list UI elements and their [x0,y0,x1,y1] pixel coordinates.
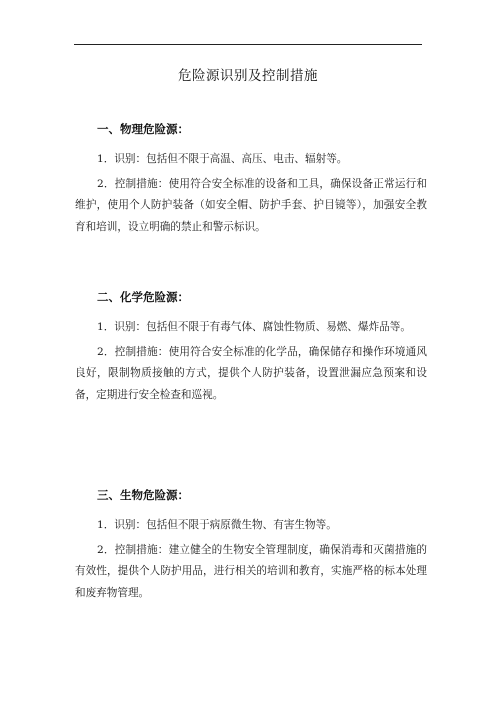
section-heading: 二、化学危险源： [97,290,189,304]
control-measures-paragraph: 2．控制措施：使用符合安全标准的化学品，确保储存和操作环境通风良好，限制物质接触的方式，提供个人防护装备，设置泄漏应急预案和设备，定期进行安全检查和巡视。 [75,345,427,401]
header-rule [74,44,422,45]
control-measures-paragraph: 2．控制措施：建立健全的生物安全管理制度，确保消毒和灭菌措施的有效性，提供个人防护用品，进行相关的培训和教育，实施严格的标本处理和废弃物管理。 [75,543,427,599]
identification-paragraph: 1．识别：包括但不限于高温、高压、电击、辐射等。 [97,153,348,165]
control-measures-paragraph: 2．控制措施：使用符合安全标准的设备和工具，确保设备正常运行和维护，使用个人防护装备（如安全帽、防护手套、护目镜等），加强安全教育和培训，设立明确的禁止和警示标识。 [75,177,427,233]
section-biological-hazards [75,487,427,607]
section-heading: 一、物理危险源： [97,122,189,136]
document-title: 危险源识别及控制措施 [178,68,318,84]
section-chemical-hazards [75,289,427,409]
section-physical-hazards [75,121,427,241]
section-heading: 三、生物危险源： [97,488,189,502]
identification-paragraph: 1．识别：包括但不限于病原微生物、有害生物等。 [97,519,337,531]
identification-paragraph: 1．识别：包括但不限于有毒气体、腐蚀性物质、易燃、爆炸品等。 [97,321,411,333]
